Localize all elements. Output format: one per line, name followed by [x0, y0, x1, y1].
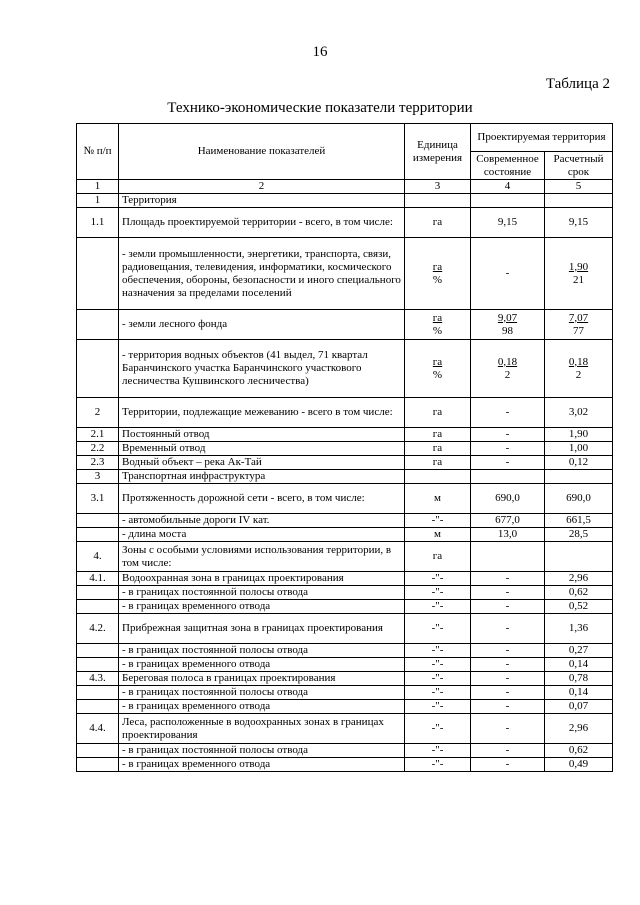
- row-number: 2.1: [77, 428, 119, 442]
- fraction-top: 0,18: [497, 355, 518, 368]
- row-name: - в границах временного отвода: [119, 758, 405, 772]
- row-project-value: 0,62: [545, 744, 613, 758]
- fraction-value: [498, 356, 517, 382]
- row-unit: -"-: [405, 514, 471, 528]
- row-project-value: 1,00: [545, 442, 613, 456]
- row-unit: -"-: [405, 658, 471, 672]
- row-number: 3: [77, 470, 119, 484]
- row-name: - автомобильные дороги IV кат.: [119, 514, 405, 528]
- row-name: - в границах постоянной полосы отвода: [119, 586, 405, 600]
- table-row: [77, 758, 613, 772]
- table-row: [77, 208, 613, 238]
- row-number: [77, 340, 119, 398]
- row-current-value: -: [471, 398, 545, 428]
- table-row: [77, 484, 613, 514]
- row-number: [77, 586, 119, 600]
- row-current-value: -: [471, 572, 545, 586]
- row-project-value: 690,0: [545, 484, 613, 514]
- row-name: - земли лесного фонда: [119, 310, 405, 340]
- row-name: - территория водных объектов (41 выдел, 71 квартал Баранчинского участка Баранчинского участкового лесничества Кушвинского лесничества): [119, 340, 405, 398]
- row-name: Водный объект – река Ак-Тай: [119, 456, 405, 470]
- row-project-value: 28,5: [545, 528, 613, 542]
- row-project-value: 2,96: [545, 572, 613, 586]
- row-project-value: 0,14: [545, 686, 613, 700]
- row-name: Постоянный отвод: [119, 428, 405, 442]
- table-row: [77, 470, 613, 484]
- row-unit: [405, 310, 471, 340]
- table-row: [77, 672, 613, 686]
- row-name: - земли промышленности, энергетики, транспорта, связи, радиовещания, телевидения, информатики, космического обеспечения, обороны, безопасности и иного специального назначения за пределами поселений: [119, 238, 405, 310]
- row-number: 1: [77, 194, 119, 208]
- table-row: [77, 644, 613, 658]
- fraction-value: [569, 356, 588, 382]
- fraction-bottom: %: [432, 273, 443, 286]
- table-title: Технико-экономические показатели территории: [167, 100, 473, 116]
- fraction-value: [433, 312, 442, 338]
- row-unit: -"-: [405, 714, 471, 744]
- fraction-top: 7,07: [568, 311, 589, 324]
- row-number: [77, 310, 119, 340]
- row-number: 4.: [77, 542, 119, 572]
- header-num: № п/п: [77, 124, 119, 180]
- row-current-value: 13,0: [471, 528, 545, 542]
- table-row: [77, 528, 613, 542]
- row-number: [77, 644, 119, 658]
- fraction-value: [569, 261, 588, 287]
- fraction-bottom: %: [432, 324, 443, 337]
- row-name: Прибрежная защитная зона в границах проектирования: [119, 614, 405, 644]
- header-unit: Единица измерения: [405, 124, 471, 180]
- table-row: [77, 744, 613, 758]
- row-number: [77, 758, 119, 772]
- row-number: 2: [77, 398, 119, 428]
- row-name: - в границах постоянной полосы отвода: [119, 644, 405, 658]
- column-numbers-row: [77, 180, 613, 194]
- row-number: [77, 686, 119, 700]
- row-project-value: 0,12: [545, 456, 613, 470]
- row-current-value: -: [471, 586, 545, 600]
- row-unit: -"-: [405, 586, 471, 600]
- fraction-value: [433, 261, 442, 287]
- row-name: - длина моста: [119, 528, 405, 542]
- table-row: [77, 700, 613, 714]
- table-row: [77, 310, 613, 340]
- row-number: 4.4.: [77, 714, 119, 744]
- row-current-value: [471, 340, 545, 398]
- row-unit: -"-: [405, 644, 471, 658]
- row-project-value: 0,62: [545, 586, 613, 600]
- row-number: [77, 528, 119, 542]
- row-number: [77, 700, 119, 714]
- row-unit: га: [405, 542, 471, 572]
- row-name: - в границах временного отвода: [119, 600, 405, 614]
- row-name: - в границах постоянной полосы отвода: [119, 686, 405, 700]
- row-name: Береговая полоса в границах проектирования: [119, 672, 405, 686]
- row-unit: -"-: [405, 614, 471, 644]
- row-unit: [405, 194, 471, 208]
- row-current-value: 690,0: [471, 484, 545, 514]
- row-project-value: [545, 340, 613, 398]
- table-row: [77, 194, 613, 208]
- table-row: [77, 600, 613, 614]
- row-project-value: 0,49: [545, 758, 613, 772]
- row-name: Площадь проектируемой территории - всего, в том числе:: [119, 208, 405, 238]
- row-project-value: [545, 470, 613, 484]
- fraction-value: [498, 312, 517, 338]
- header-project: Расчетный срок: [545, 152, 613, 180]
- row-project-value: 0,07: [545, 700, 613, 714]
- row-project-value: 3,02: [545, 398, 613, 428]
- row-current-value: -: [471, 238, 545, 310]
- indicators-table: [76, 123, 613, 772]
- row-current-value: -: [471, 644, 545, 658]
- row-name: Транспортная инфраструктура: [119, 470, 405, 484]
- fraction-top: га: [432, 311, 443, 324]
- row-number: 2.2: [77, 442, 119, 456]
- row-unit: -"-: [405, 672, 471, 686]
- row-name: Территории, подлежащие межеванию - всего в том числе:: [119, 398, 405, 428]
- row-current-value: -: [471, 744, 545, 758]
- table-row: [77, 442, 613, 456]
- row-current-value: [471, 194, 545, 208]
- table-row: [77, 340, 613, 398]
- row-current-value: -: [471, 714, 545, 744]
- row-unit: м: [405, 528, 471, 542]
- table-row: [77, 514, 613, 528]
- table-row: [77, 714, 613, 744]
- row-current-value: -: [471, 672, 545, 686]
- row-number: [77, 238, 119, 310]
- row-current-value: -: [471, 428, 545, 442]
- table-row: [77, 398, 613, 428]
- row-project-value: 2,96: [545, 714, 613, 744]
- row-current-value: [471, 310, 545, 340]
- fraction-bottom: 77: [573, 324, 584, 337]
- row-current-value: -: [471, 758, 545, 772]
- row-project-value: 0,14: [545, 658, 613, 672]
- row-number: 2.3: [77, 456, 119, 470]
- row-unit: [405, 470, 471, 484]
- row-project-value: [545, 542, 613, 572]
- row-unit: га: [405, 428, 471, 442]
- row-project-value: [545, 194, 613, 208]
- row-current-value: -: [471, 600, 545, 614]
- row-unit: [405, 238, 471, 310]
- fraction-top: 0,18: [568, 355, 589, 368]
- table-row: [77, 572, 613, 586]
- row-name: Зоны с особыми условиями использования территории, в том числе:: [119, 542, 405, 572]
- row-unit: га: [405, 442, 471, 456]
- page-number: 16: [312, 44, 328, 60]
- table-body: [77, 194, 613, 772]
- row-unit: -"-: [405, 686, 471, 700]
- table-row: [77, 428, 613, 442]
- row-number: 4.2.: [77, 614, 119, 644]
- row-project-value: 9,15: [545, 208, 613, 238]
- row-current-value: -: [471, 456, 545, 470]
- row-current-value: [471, 470, 545, 484]
- row-unit: -"-: [405, 744, 471, 758]
- row-name: Временный отвод: [119, 442, 405, 456]
- fraction-value: [433, 356, 442, 382]
- fraction-bottom: 21: [573, 273, 584, 286]
- table-label: Таблица 2: [545, 76, 610, 92]
- row-name: - в границах временного отвода: [119, 658, 405, 672]
- table-row: [77, 238, 613, 310]
- header-name: Наименование показателей: [119, 124, 405, 180]
- fraction-top: 9,07: [497, 311, 518, 324]
- row-name: - в границах временного отвода: [119, 700, 405, 714]
- row-current-value: [471, 542, 545, 572]
- fraction-value: [569, 312, 588, 338]
- row-current-value: -: [471, 686, 545, 700]
- header-current: Современное состояние: [471, 152, 545, 180]
- row-project-value: 1,36: [545, 614, 613, 644]
- row-name: - в границах постоянной полосы отвода: [119, 744, 405, 758]
- row-number: [77, 600, 119, 614]
- fraction-bottom: 2: [575, 368, 582, 381]
- column-number: 2: [119, 180, 405, 194]
- row-name: Водоохранная зона в границах проектирования: [119, 572, 405, 586]
- row-number: [77, 658, 119, 672]
- fraction-top: га: [432, 355, 443, 368]
- column-number: 5: [545, 180, 613, 194]
- row-number: 4.1.: [77, 572, 119, 586]
- row-current-value: 9,15: [471, 208, 545, 238]
- row-current-value: -: [471, 700, 545, 714]
- row-current-value: 677,0: [471, 514, 545, 528]
- fraction-top: 1,90: [568, 260, 589, 273]
- column-number: 4: [471, 180, 545, 194]
- table-row: [77, 614, 613, 644]
- fraction-bottom: 2: [504, 368, 511, 381]
- table-row: [77, 542, 613, 572]
- table-row: [77, 586, 613, 600]
- row-number: [77, 514, 119, 528]
- row-project-value: 661,5: [545, 514, 613, 528]
- row-current-value: -: [471, 442, 545, 456]
- column-number: 3: [405, 180, 471, 194]
- row-unit: га: [405, 398, 471, 428]
- row-current-value: -: [471, 614, 545, 644]
- fraction-top: га: [432, 260, 443, 273]
- row-name: Территория: [119, 194, 405, 208]
- row-number: 3.1: [77, 484, 119, 514]
- table-row: [77, 686, 613, 700]
- row-project-value: 1,90: [545, 428, 613, 442]
- header-group: Проектируемая территория: [471, 124, 613, 152]
- row-project-value: 0,52: [545, 600, 613, 614]
- row-number: 4.3.: [77, 672, 119, 686]
- row-unit: га: [405, 208, 471, 238]
- row-project-value: [545, 238, 613, 310]
- row-unit: -"-: [405, 700, 471, 714]
- row-current-value: -: [471, 658, 545, 672]
- fraction-bottom: 98: [502, 324, 513, 337]
- column-number: 1: [77, 180, 119, 194]
- row-number: [77, 744, 119, 758]
- table-row: [77, 658, 613, 672]
- row-name: Протяженность дорожной сети - всего, в том числе:: [119, 484, 405, 514]
- row-project-value: 0,78: [545, 672, 613, 686]
- row-unit: м: [405, 484, 471, 514]
- row-number: 1.1: [77, 208, 119, 238]
- table-row: [77, 456, 613, 470]
- row-unit: -"-: [405, 600, 471, 614]
- row-unit: -"-: [405, 572, 471, 586]
- row-unit: га: [405, 456, 471, 470]
- fraction-bottom: %: [432, 368, 443, 381]
- row-project-value: 0,27: [545, 644, 613, 658]
- row-unit: [405, 340, 471, 398]
- row-name: Леса, расположенные в водоохранных зонах в границах проектирования: [119, 714, 405, 744]
- row-project-value: [545, 310, 613, 340]
- row-unit: -"-: [405, 758, 471, 772]
